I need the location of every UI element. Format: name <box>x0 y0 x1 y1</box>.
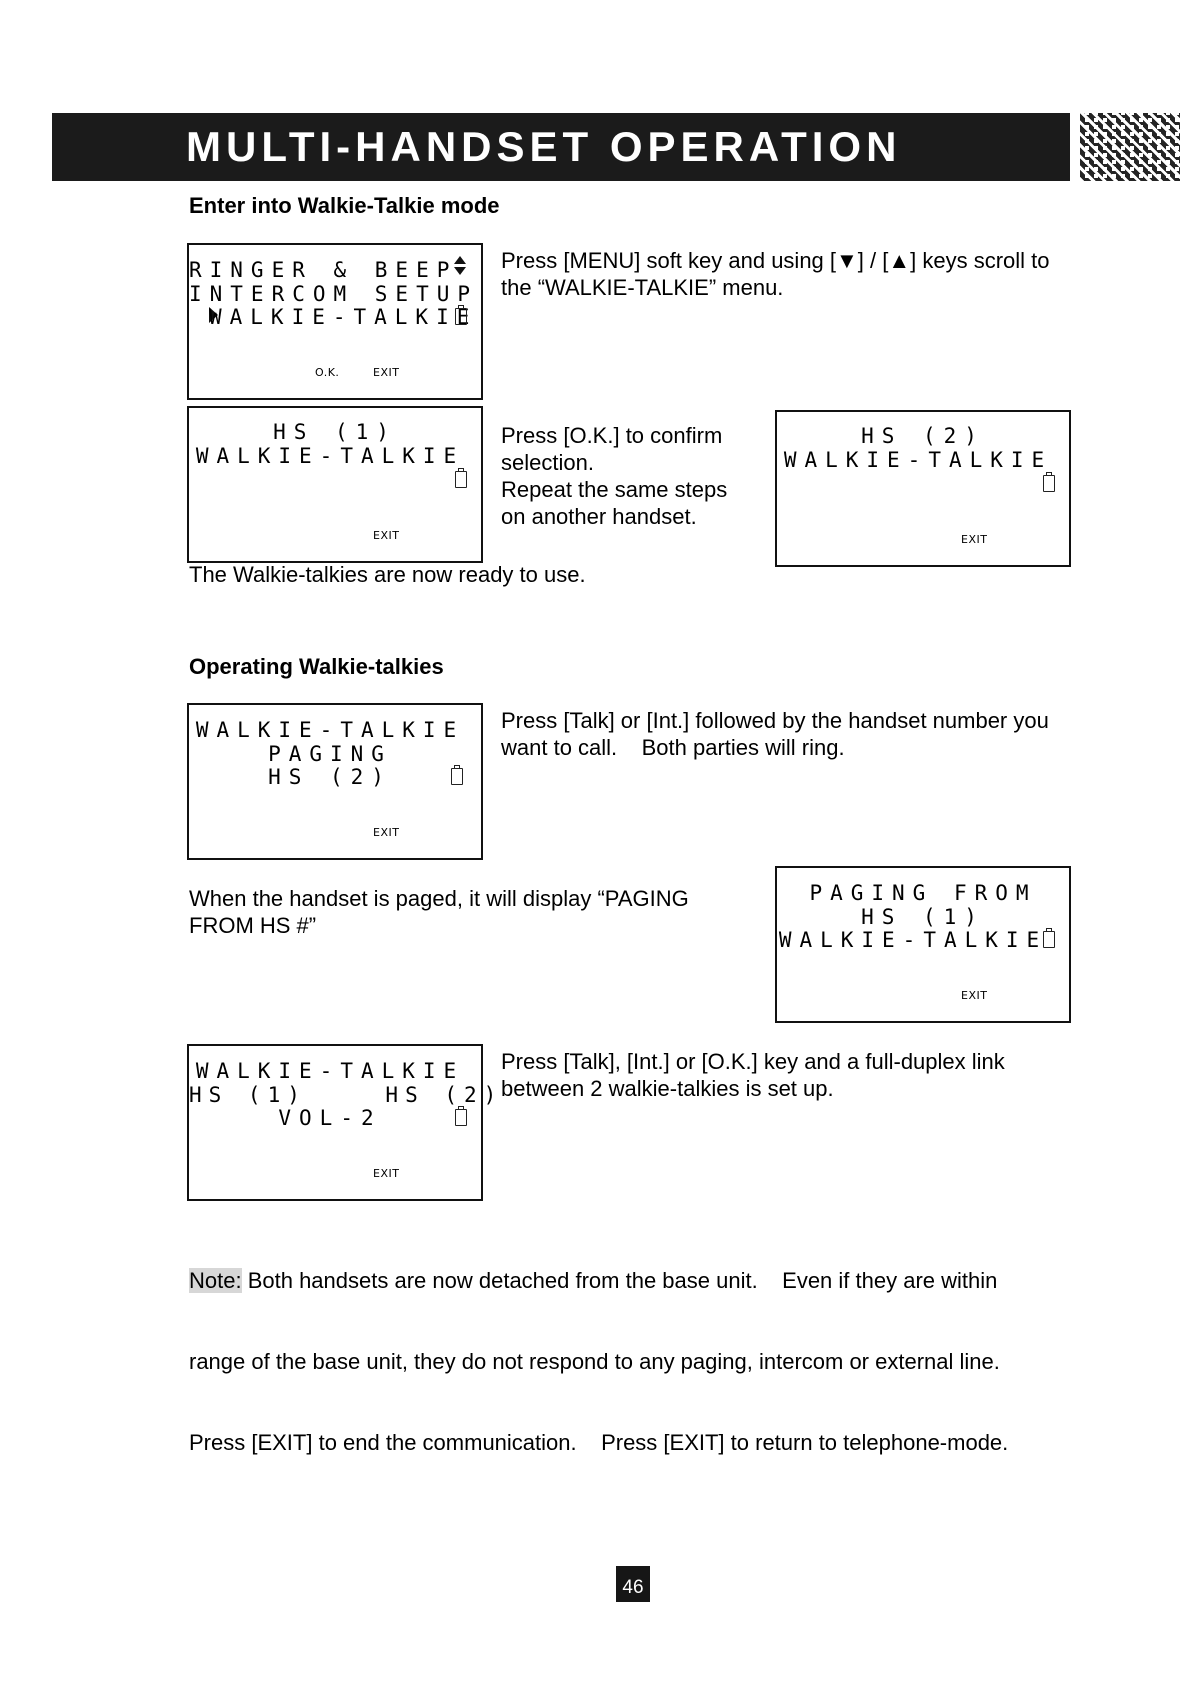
lcd-menu-screen <box>187 243 483 400</box>
instruction-talk <box>501 707 1049 761</box>
lcd-paging-screen <box>187 703 483 860</box>
softkey-ok: O.K. <box>315 366 340 379</box>
battery-icon <box>1043 931 1055 948</box>
lcd-line: HS (2) <box>268 765 392 789</box>
page-number: 46 <box>616 1566 650 1602</box>
lcd-line: HS (1) <box>273 420 397 444</box>
text-line: Press [MENU] soft key and using [▼] / [▲] keys scroll to <box>501 248 1050 273</box>
lcd-line: WALKIE-TALKIE <box>195 444 465 468</box>
paged-text <box>189 885 689 939</box>
ready-text: The Walkie-talkies are now ready to use. <box>189 562 586 587</box>
lcd-hs1-screen <box>187 406 483 563</box>
lcd-line: INTERCOM SETUP <box>189 282 479 306</box>
lcd-hs2-screen <box>775 410 1071 567</box>
lcd-line: WALKIE-TALKIE <box>195 1059 465 1083</box>
note-line: range of the base unit, they do not respond to any paging, intercom or external line. <box>189 1349 1000 1374</box>
lcd-line: WALKIE-TALKIE <box>195 718 465 742</box>
softkey-exit: EXIT <box>373 366 400 379</box>
text-line: between 2 walkie-talkies is set up. <box>501 1076 834 1101</box>
scroll-updown-icon <box>454 256 466 276</box>
instruction-menu <box>501 247 1050 301</box>
battery-icon <box>451 768 463 785</box>
lcd-line: HS (2) <box>861 424 985 448</box>
note-line: Press [EXIT] to end the communication. Press [EXIT] to return to telephone-mode. <box>189 1430 1009 1455</box>
softkey-exit: EXIT <box>373 826 400 839</box>
section-heading-enter: Enter into Walkie-Talkie mode <box>189 193 500 218</box>
softkey-exit: EXIT <box>373 529 400 542</box>
lcd-line: HS (1) HS (2) <box>189 1083 504 1107</box>
text-line: Press [O.K.] to confirm <box>501 423 723 448</box>
lcd-line: VOL-2 <box>278 1106 382 1130</box>
page-title: MULTI-HANDSET OPERATION <box>186 123 902 170</box>
text-line: want to call. Both parties will ring. <box>501 735 845 760</box>
softkey-exit: EXIT <box>373 1167 400 1180</box>
battery-icon <box>455 1109 467 1126</box>
lcd-line: WALKIE-TALKIE <box>209 305 478 329</box>
battery-icon <box>455 308 467 325</box>
softkey-exit: EXIT <box>961 989 988 1002</box>
battery-icon <box>455 471 467 488</box>
text-line: FROM HS #” <box>189 913 317 938</box>
text-line: Press [Talk] or [Int.] followed by the handset number you <box>501 708 1049 733</box>
text-line: Repeat the same steps <box>501 477 728 502</box>
lcd-line: WALKIE-TALKIE <box>783 448 1053 472</box>
text-line: Press [Talk], [Int.] or [O.K.] key and a full-duplex link <box>501 1049 1005 1074</box>
lcd-line: RINGER & BEEP <box>189 258 458 282</box>
instruction-ok <box>501 422 727 530</box>
note-line: Both handsets are now detached from the base unit. Even if they are within <box>241 1268 998 1293</box>
lcd-line: PAGING FROM <box>809 881 1037 905</box>
softkey-exit: EXIT <box>961 533 988 546</box>
text-line: the “WALKIE-TALKIE” menu. <box>501 275 784 300</box>
lcd-line: PAGING <box>268 742 392 766</box>
text-line: selection. <box>501 450 594 475</box>
instruction-link <box>501 1048 1005 1102</box>
lcd-paging-from-screen <box>775 866 1071 1023</box>
battery-icon <box>1043 475 1055 492</box>
lcd-link-screen <box>187 1044 504 1201</box>
text-line: on another handset. <box>501 504 697 529</box>
section-heading-operate: Operating Walkie-talkies <box>189 654 444 679</box>
note-block <box>189 1213 1008 1483</box>
lcd-line: WALKIE-TALKIE <box>778 928 1048 952</box>
lcd-line: HS (1) <box>861 905 985 929</box>
corner-pattern <box>1080 113 1180 181</box>
text-line: When the handset is paged, it will display “PAGING <box>189 886 689 911</box>
note-label: Note: <box>189 1268 242 1293</box>
